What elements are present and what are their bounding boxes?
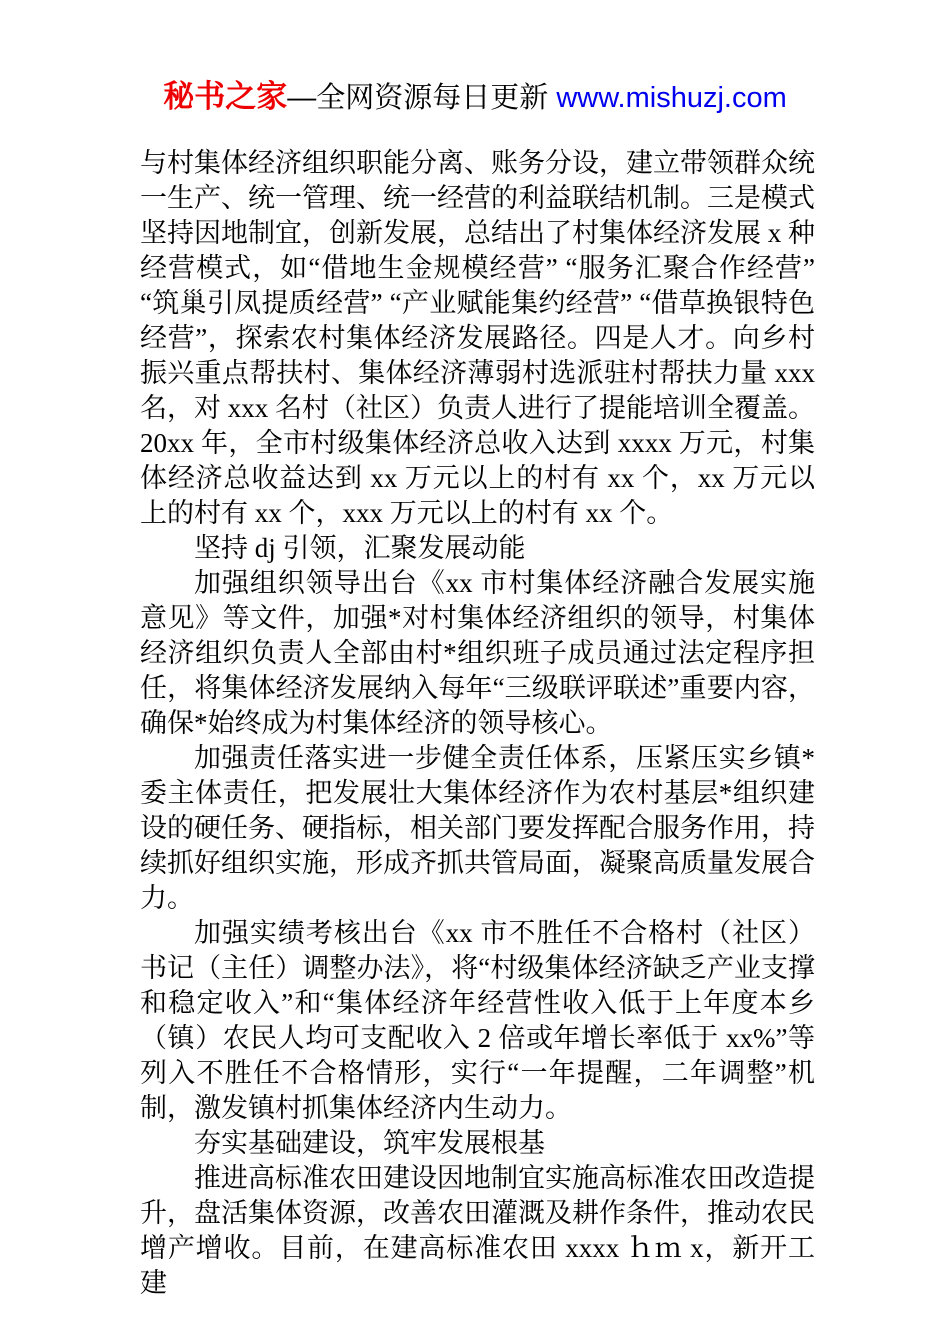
section-heading-dj-guidance: 坚持 dj 引领，汇聚发展动能	[194, 533, 526, 563]
paragraph-performance-assessment: 加强实绩考核出台《xx 市不胜任不合格村（社区）书记（主任）调整办法》，将“村级集体经济缺乏产业支撑和稳定收入”和“集体经济年经营性收入低于上年度本乡（镇）农民人均可支配收入 2 倍或年增长率低于 xx%”等列入不胜任不合格情形，实行“一年提醒，二年调整”机制，激发镇村抓集体经济内生动力。	[140, 918, 815, 1123]
site-header	[0, 80, 950, 115]
document-text	[140, 146, 815, 1301]
site-name: 秘书之家	[163, 79, 288, 114]
paragraph-continuation: 与村集体经济组织职能分离、账务分设，建立带领群众统一生产、统一管理、统一经营的利益联结机制。三是模式坚持因地制宜，创新发展，总结出了村集体经济发展 x 种经营模式，如“借地生金规模经营” “服务汇聚合作经营” “筑巢引凤提质经营” “产业赋能集约经营” “借草换银特色经营”，探索农村集体经济发展路径。四是人才。向乡村振兴重点帮扶村、集体经济薄弱村选派驻村帮扶力量 xxx 名，对 xxx 名村（社区）负责人进行了提能培训全覆盖。20xx 年，全市村级集体经济总收入达到 xxxx 万元，村集体经济总收益达到 xx 万元以上的村有 xx 个，xx 万元以上的村有 xx 个，xxx 万元以上的村有 xx 个。	[140, 148, 815, 528]
site-url-link[interactable]: www.mishuzj.com	[556, 82, 787, 114]
paragraph-strengthen-leadership: 加强组织领导出台《xx 市村集体经济融合发展实施意见》等文件，加强*对村集体经济组织的领导，村集体经济组织负责人全部由村*组织班子成员通过法定程序担任，将集体经济发展纳入每年“三级联评联述”重要内容，确保*始终成为村集体经济的领导核心。	[140, 568, 815, 738]
paragraph-responsibility: 加强责任落实进一步健全责任体系，压紧压实乡镇*委主体责任，把发展壮大集体经济作为农村基层*组织建设的硬任务、硬指标，相关部门要发挥配合服务作用，持续抓好组织实施，形成齐抓共管局面，凝聚高质量发展合力。	[140, 743, 815, 913]
site-slogan: —全网资源每日更新	[287, 82, 557, 114]
section-heading-foundation: 夯实基础建设，筑牢发展根基	[194, 1128, 545, 1158]
paragraph-farmland: 推进高标准农田建设因地制宜实施高标准农田改造提升，盘活集体资源，改善农田灌溉及耕作条件，推动农民增产增收。目前，在建高标准农田 xxxx ｈｍ x，新开工建	[140, 1163, 815, 1298]
